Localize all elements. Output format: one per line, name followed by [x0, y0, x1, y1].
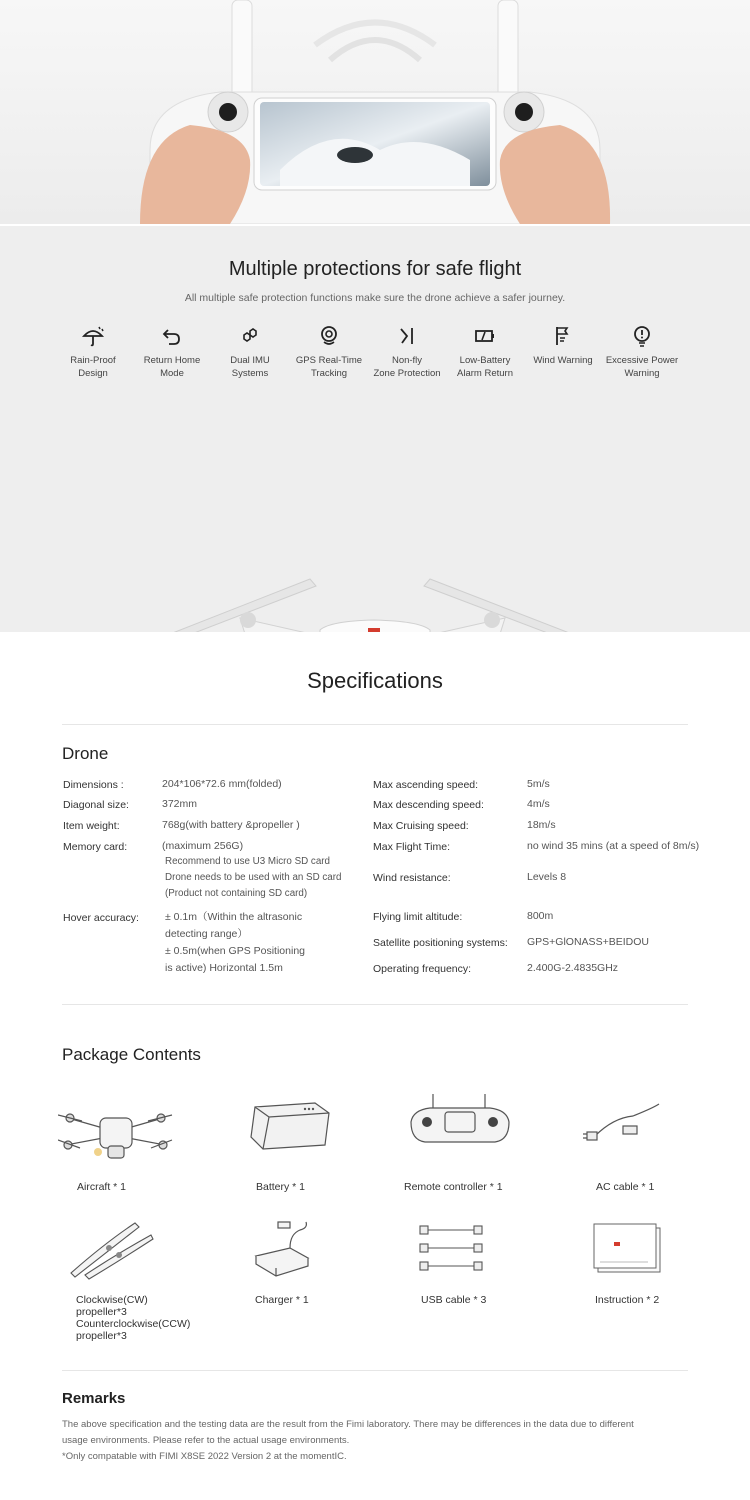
spec-label: Wind resistance:	[373, 872, 451, 884]
spec-value: Levels 8	[527, 871, 567, 883]
spec-label: Max Cruising speed:	[373, 820, 469, 832]
return-arrow-icon	[160, 324, 184, 348]
protections-title: Multiple protections for safe flight	[228, 258, 522, 280]
protections-subtitle: All multiple safe protection functions make sure the drone achieve a safer journey.	[184, 292, 566, 304]
remote-controller-hands-image	[0, 0, 750, 224]
spec-value-note: Recommend to use U3 Micro SD card	[165, 856, 330, 867]
spec-value-note: Drone needs to be used with an SD card	[165, 872, 342, 883]
charger-icon	[250, 1218, 315, 1278]
package-item-label: Clockwise(CW) propeller*3 Counterclockwise(CCW) propeller*3	[76, 1294, 191, 1342]
spec-value: 5m/s	[527, 778, 550, 790]
no-fly-icon	[395, 324, 419, 348]
feature-return-home: Return Home Mode	[132, 324, 212, 380]
feature-non-fly-zone: Non-fly Zone Protection	[367, 324, 447, 380]
package-item-label: Charger * 1	[255, 1294, 309, 1306]
package-item-label: Battery * 1	[256, 1181, 306, 1193]
spec-label: Dimensions :	[63, 779, 124, 791]
battery-pack-icon	[245, 1095, 335, 1155]
propeller-icon	[65, 1215, 155, 1280]
remarks-text: usage environments. Please refer to the actual usage environments.	[62, 1435, 350, 1446]
package-item-label: Instruction * 2	[595, 1294, 660, 1306]
gps-pin-icon	[317, 324, 341, 348]
spec-label: Item weight:	[63, 820, 120, 832]
remarks-text: The above specification and the testing data are the result from the Fimi laboratory. There may be differences in the data due to different	[62, 1419, 634, 1430]
feature-low-battery: Low-Battery Alarm Return	[445, 324, 525, 380]
spec-value: (maximum 256G)	[162, 840, 244, 852]
feature-excessive-power: Excessive Power Warning	[602, 324, 682, 380]
battery-icon	[473, 324, 497, 348]
hexagons-icon	[238, 324, 262, 348]
spec-value: GPS+GlONASS+BEIDOU	[527, 936, 649, 948]
package-heading: Package Contents	[62, 1045, 201, 1064]
spec-value: ± 0.1m（Within the altrasonic	[165, 911, 303, 923]
spec-label: Operating frequency:	[373, 963, 472, 975]
warning-bulb-icon	[630, 324, 654, 348]
package-item-label: Aircraft * 1	[77, 1181, 127, 1193]
spec-value: no wind 35 mins (at a speed of 8m/s)	[527, 840, 700, 852]
spec-label: Memory card:	[63, 841, 128, 853]
drone-heading: Drone	[62, 744, 109, 763]
spec-value-note: (Product not containing SD card)	[165, 888, 308, 899]
remarks-heading: Remarks	[62, 1390, 126, 1407]
spec-value: 372mm	[162, 798, 198, 810]
usb-cable-icon	[412, 1222, 492, 1277]
feature-gps-tracking: GPS Real-Time Tracking	[289, 324, 369, 380]
spec-value: 18m/s	[527, 819, 556, 831]
drone-image	[0, 396, 750, 632]
spec-label: Flying limit altitude:	[373, 911, 463, 923]
spec-value-note: is active) Horizontal 1.5m	[165, 962, 283, 974]
ac-cable-icon	[583, 1098, 668, 1148]
package-item-label: USB cable * 3	[421, 1294, 487, 1306]
spec-value: 204*106*72.6 mm(folded)	[162, 778, 282, 790]
spec-value-note: detecting range）	[165, 928, 248, 940]
spec-label: Max descending speed:	[373, 799, 484, 811]
remote-icon	[405, 1090, 515, 1150]
specifications-title: Specifications	[307, 668, 443, 693]
divider	[62, 1004, 688, 1005]
feature-wind-warning: Wind Warning	[523, 324, 603, 367]
divider	[62, 1370, 688, 1371]
divider	[62, 724, 688, 725]
feature-rain-proof: Rain-Proof Design	[53, 324, 133, 380]
spec-value: 2.400G-2.4835GHz	[527, 962, 619, 974]
spec-label: Max Flight Time:	[373, 841, 451, 853]
manual-icon	[590, 1222, 665, 1277]
spec-label: Diagonal size:	[63, 799, 129, 811]
aircraft-icon	[58, 1090, 173, 1165]
package-item-label: AC cable * 1	[596, 1181, 655, 1193]
umbrella-icon	[81, 324, 105, 348]
spec-label: Max ascending speed:	[373, 779, 479, 791]
spec-label: Satellite positioning systems:	[373, 937, 508, 949]
protections-section	[0, 226, 750, 632]
spec-value-note: ± 0.5m(when GPS Positioning	[165, 945, 305, 957]
spec-value: 4m/s	[527, 798, 550, 810]
hero-banner	[0, 0, 750, 224]
wind-flag-icon	[551, 324, 575, 348]
package-item-label: Remote controller * 1	[404, 1181, 503, 1193]
spec-value: 768g(with battery &propeller )	[162, 819, 300, 831]
spec-label: Hover accuracy:	[63, 912, 139, 924]
spec-value: 800m	[527, 910, 554, 922]
feature-dual-imu: Dual IMU Systems	[210, 324, 290, 380]
remarks-text: *Only compatable with FIMI X8SE 2022 Version 2 at the momentIC.	[62, 1451, 347, 1462]
